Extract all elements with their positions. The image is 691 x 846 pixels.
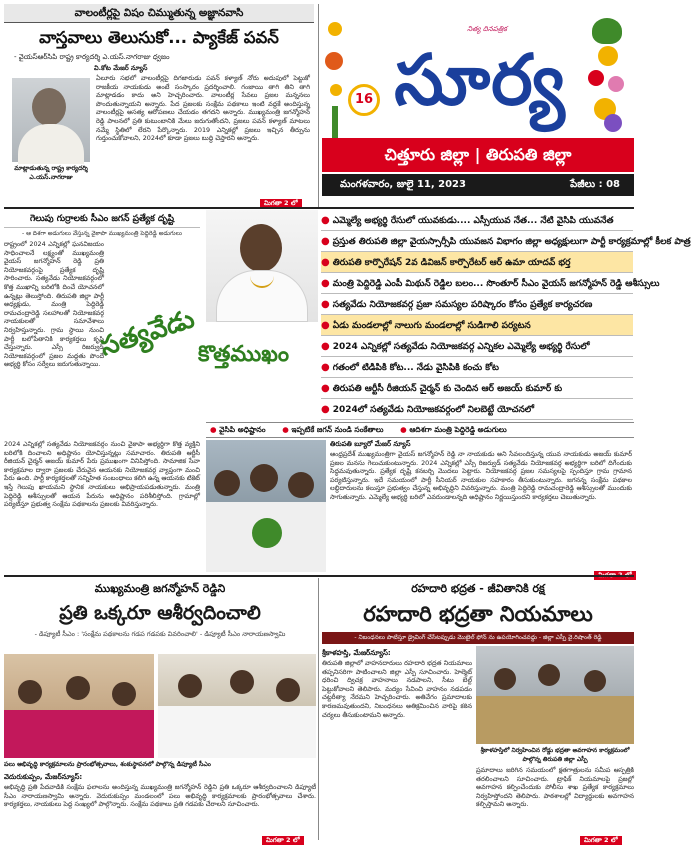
story4-body-2: ప్రమాదాలు జరిగిన సమయంలో క్షతగాత్రులను సమీప ఆస్పత్రికి తరలించాలని సూచించారు. ట్రాఫిక్ నియమాలపై ప్రజల్లో అవగాహన కల్పించేందుకు పోలీసు శాఖ ప్రత్యేక కార్యక్రమాలు నిర్వహిస్తోందని తెలిపారు. పాఠశాలల్లో విద్యార్థులకు అవగాహన కల్పిస్తామని అన్నారు. [476, 766, 634, 809]
story3-headline: ప్రతి ఒక్కరూ ఆశీర్వదించాలి [59, 602, 261, 624]
person-shape [66, 676, 90, 700]
lead-subhead: - ఆ దిశగా అడుగులు వేస్తున్న వైకాపా ముఖ్యమంత్రి పెద్దిరెడ్డి అడుగులు [22, 230, 182, 237]
story4 [322, 580, 634, 844]
portrait-head-shape [240, 224, 282, 272]
lead-dateline: తిరుపతి బ్యూరో మేజర్ న్యూస్ [330, 440, 411, 448]
lead-bullet: ● సత్యవేడు నియోజకవర్గ ప్రజా సమస్యల పరిష్కారం కోసం ప్రత్యేక కార్యచరణ [321, 294, 633, 315]
anniversary-number: 16 [354, 92, 374, 107]
footer-item: ● వైసిపి అధిష్టానం [210, 425, 266, 434]
lead-body-right: ఆంధ్రప్రదేశ్ ముఖ్యమంత్రిగా వైయస్ జగన్మోహన్ రెడ్డి నా నాయకుడు అని సేవలందిస్తున్న యువ నాయకుడు అజయ్ కుమార్ ప్రజల మనసు గెలుచుకుంటున్నారు. 2024 ఎన్నికల్లో ఎస్సీ రిజర్వుడ్ సత్యవేడు నియోజకవర్గ అభ్యర్థిగా బరిలో దిగేందుకు సిద్ధమవుతున్నారు. ప్రత్యేక దృష్టి కనబర్చి మొదలు పెట్టారు. నియోజకవర్గ ప్రజల సమస్యలపై స్పందిస్తూ గ్రామ గ్రామాన పర్యటిస్తున్నారు. ఇదే సమయంలో పార్టీ సీనియర్ నాయకుల సహకారం తీసుకుంటున్నారు. జగనన్న సంక్షేమ పథకాల లబ్ధిదారులను కలుస్తూ ప్రభుత్వం చేస్తున్న అభివృద్ధిని వివరిస్తున్నారు. మంత్రి పెద్దిరెడ్డి రామచంద్రారెడ్డి ఆశీస్సులతో ముందుకు సాగుతున్నారు. ఎమ్మెల్యే అభ్యర్థి బరిలో ఎవరుండాలన్నది అధిష్టానం నిర్ణయిస్తుందని కార్యకర్తలు చెబుతున్నారు. [330, 450, 632, 501]
person-silhouette-icon [32, 88, 66, 126]
story1-continued-tag[interactable]: మిగతా 2 లో [260, 199, 302, 208]
story3-continued[interactable] [262, 827, 304, 846]
story4-dateline: శ్రీకాళహస్తి, మేజర్‌న్యూస్: [322, 649, 391, 657]
footer-item: ● ఆదిశగా మంత్రి పెద్దిరెడ్డి అడుగులు [400, 425, 507, 434]
lead-bullet: ● తిరుపతి కార్పొరేషన్ 2వ డివిజన్ కార్పొరేటర్ ఆర్ ఉమా యాదవ్ భర్త [321, 252, 633, 273]
saree-shape [4, 710, 154, 758]
story3 [4, 580, 316, 844]
lead-bullet: ● గతంలో టిడిపికి కోట... నేడు వైసిపికి కంచు కోట [321, 357, 633, 378]
uniform-shape [476, 696, 634, 744]
person-shape [112, 682, 136, 706]
rule-vertical-top [318, 4, 319, 207]
masthead [322, 4, 634, 205]
story4-continued[interactable] [580, 827, 622, 846]
person-shape [214, 470, 240, 496]
rule-middle [4, 575, 634, 577]
person-shape [276, 678, 300, 702]
footer-item: ● ఇప్పటికే జగన్ నుండి సంకేతాలు [282, 425, 384, 434]
lead-bullet: ● 2024 ఎన్నికల్లో సత్యవేడు నియోజకవర్గ ఎన్నికల ఎమ్మెల్యే అభ్యర్థి రేసులో [321, 336, 633, 357]
story3-subhead: - డిప్యూటీ సీఎం : 'సంక్షేమ పథకాలను గడప గడపకు వివరించాలి' - డిప్యూటీ సీఎం నారాయణస్వామి [34, 630, 286, 638]
story3-photo-left [4, 654, 154, 758]
story4-photo [476, 646, 634, 744]
person-shape [18, 680, 42, 704]
shirt-shape [18, 124, 84, 164]
lead-title-left: సత్యవేడు [96, 303, 199, 363]
flower-decoration-right [584, 18, 630, 138]
story1-dateline: వి.కోట మేజర్ న్యూస్ [94, 64, 148, 72]
story1-subhead: - వైయస్‌ఆర్‌సిపి రాష్ట్ర కార్యదర్శి ఎ.యస్.నాగరాజు ధ్వజం [14, 53, 170, 61]
page-count: పేజీలు : 08 [570, 179, 620, 190]
story1-photo [12, 78, 90, 162]
person-shape [494, 668, 516, 690]
lead-body-left: రాష్ట్రంలో 2024 ఎన్నికల్లో ఘనవిజయం సాధించాలనే లక్ష్యంతో ముఖ్యమంత్రి వైయస్ జగన్మోహన్ రెడ్డి ప్రతి నియోజకవర్గంపై ప్రత్యేక దృష్టి సారించారు. సత్యవేడు నియోజకవర్గంలో కొత్త ముఖాన్ని బరిలోకి దించే యోచనలో ఉన్నట్లు తెలుస్తోంది. తిరుపతి జిల్లా పార్టీ అధ్యక్షుడు, మంత్రి పెద్దిరెడ్డి రామచంద్రారెడ్డి సలహాలతో నియోజకవర్గ నాయకులతో సమావేశాలు నిర్వహిస్తున్నారు. గ్రామ స్థాయి నుంచి పార్టీ బలోపేతానికి కార్యకర్తలు కృషి చేస్తున్నారు. ఎస్సీ రిజర్వుడ్ నియోజకవర్గంలో ప్రజల మద్దతు పొందే అభ్యర్థి కోసం సర్వేలు జరుగుతున్నాయి. [4, 240, 104, 369]
bouquet-shape [252, 518, 282, 548]
rule-vertical-bottom [318, 578, 319, 840]
masthead-editions: చిత్తూరు జిల్లా | తిరుపతి జిల్లా [322, 138, 634, 172]
lead-bullet: ● ఏడు మండలాల్లో నాలుగు మండలాల్లో సుడిగాలి పర్యటన [321, 315, 633, 336]
story4-kicker: రహదారి భద్రత - జీవితానికి రక్ష [411, 582, 545, 595]
issue-date: మంగళవారం, జులై 11, 2023 [340, 179, 466, 190]
story4-caption: శ్రీకాళహస్తిలో నిర్వహించిన రోడ్డు భద్రతా అవగాహన కార్యక్రమంలో పాల్గొన్న తిరుపతి జిల్లా ఎస్పీ [480, 747, 630, 763]
story4-body: తిరుపతి జిల్లాలో వాహనదారులు రహదారి భద్రత నియమాలు తప్పనిసరిగా పాటించాలని జిల్లా ఎస్పీ సూచించారు. హెల్మెట్ ధరించి ద్విచక్ర వాహనాలు నడపాలని, సీటు బెల్ట్ పెట్టుకోవాలని తెలిపారు. మద్యం సేవించి వాహనం నడపడం చట్టరీత్యా నేరమని హెచ్చరించారు. అతివేగం ప్రమాదాలకు కారణమవుతుందని, నిబంధనలు అతిక్రమించిన వారిపై కఠిన చర్యలు తీసుకుంటామని అన్నారు. [322, 659, 472, 719]
story1 [4, 4, 314, 205]
lead-bullet: ● తిరుపతి ఆర్టీసీ రీజియన్ చైర్మన్ కు చెందిన ఆర్ అజయ్ కుమార్ కు [321, 378, 633, 399]
lead-group-photo [206, 440, 326, 572]
story3-dateline: వెదురుకుప్పం, మేజర్‌న్యూస్: [4, 773, 83, 781]
story3-photo-right [158, 654, 316, 758]
story3-continued-tag[interactable]: మిగతా 2 లో [262, 836, 304, 845]
lead-continued[interactable] [594, 562, 636, 581]
masthead-tagline: నిత్య దినపత్రిక [467, 25, 507, 33]
person-shape [288, 472, 314, 498]
lead-body-bottom: 2024 ఎన్నికల్లో సత్యవేడు నియోజకవర్గం నుంచి వైకాపా అభ్యర్థిగా కొత్త వ్యక్తిని బరిలోకి దించాలని అధిష్టానం యోచిస్తున్నట్లు సమాచారం. తిరుపతి ఆర్టీసీ రీజియన్ చైర్మన్ అజయ్ కుమార్ పేరు ప్రముఖంగా వినిపిస్తోంది. సామాజిక సేవా కార్యక్రమాల ద్వారా ప్రజలకు చేరువైన ఆయనకు నియోజకవర్గ వ్యాప్తంగా మంచి పేరు ఉంది. పార్టీ కార్యకర్తలతో సన్నిహిత సంబంధాలు కలిగి ఉన్న ఆయనకు టికెట్ ఇస్తే గెలుపు ఖాయమని స్థానిక నాయకులు అభిప్రాయపడుతున్నారు. మంత్రి పెద్దిరెడ్డి ఆశీస్సులతో ఆయన పేరును అధిష్టానం పరిశీలిస్తోంది. గ్రామాల్లో పర్యటిస్తూ ప్రభుత్వ సంక్షేమ పథకాలను ప్రజలకు వివరిస్తున్నారు. [4, 440, 200, 509]
person-shape [538, 664, 560, 686]
flower-decoration-left [324, 22, 346, 142]
lead-bullet: ● ప్రస్తుత తిరుపతి జిల్లా వైయస్సార్సీపి యువజన విభాగం జిల్లా అధ్యక్షులుగా పార్టీ కార్యక్రమాల్లో కీలక పాత్ర [321, 231, 633, 252]
person-shape [230, 670, 254, 694]
lead-footer-strip [206, 422, 634, 438]
story3-caption: పలు అభివృద్ధి కార్యక్రమాలను ప్రారంభోత్సవాలు, శంకుస్థాపనలో పాల్గొన్న డిప్యూటీ సీఎం [4, 761, 211, 768]
story3-body: అభివృద్ధి ప్రతి పేదవాడికి సంక్షేమ ఫలాలను అందిస్తున్న ముఖ్యమంత్రి జగన్మోహన్ రెడ్డిని ప్రతి ఒక్కరూ ఆశీర్వదించాలని డిప్యూటీ సీఎం నారాయణస్వామి అన్నారు. వెదురుకుప్పం మండలంలో పలు అభివృద్ధి కార్యక్రమాలకు ప్రారంభోత్సవాలు చేశారు. కార్యకర్తలు, నాయకులు పెద్ద సంఖ్యలో పాల్గొన్నారు. సంక్షేమ పథకాలు ప్రతి గడపకు చేరాలని సూచించారు. [4, 783, 316, 809]
story3-kicker: ముఖ్యమంత్రి జగన్మోహన్ రెడ్డిని [94, 582, 226, 595]
story1-body: ఏలూరు సభలో వాలంటీర్లపై దిగజారుడు పవన్ కళ్యాణ్ నోరు అదుపులో పెట్టుకో రాజకీయ నాయకుడు అంటే సంస్కారం ప్రదర్శించాలి. గంజాయి తాగి తిని తాగి మాట్లాడడం కాదు అని హెచ్చరించారు. వాలంటీర్ల సేవలు ప్రజల మన్ననలు పొందుతున్నాయని అన్నారు. పేద ప్రజలకు సంక్షేమ పథకాలు ఇంటి వద్దకే అందిస్తున్న వాలంటీర్లపై అసత్య ఆరోపణలు చేయడం తగదని అన్నారు. ముఖ్యమంత్రి జగన్మోహన్ రెడ్డి పాలనలో ప్రతి కుటుంబానికి మేలు జరుగుతోందని, ప్రజలు పవన్ కళ్యాణ్ మాటలు నమ్మే స్థితిలో లేరని పేర్కొన్నారు. 2019 ఎన్నికల్లో ప్రజలు ఇచ్చిన తీర్పును గుర్తుంచుకోవాలని, 2024లో కూడా ప్రజలు బుద్ధి చెప్తారని అన్నారు. [96, 74, 310, 143]
person-shape [178, 674, 202, 698]
story4-continued-tag[interactable]: మిగతా 2 లో [580, 836, 622, 845]
lead-bullet: ● ఎమ్మెల్యే అభ్యర్థి రేసులో యువకుడు.... ఎస్సీయువ నేత... నేటి వైసిపి యువనేత [321, 210, 633, 231]
person-shape [584, 670, 606, 692]
crowd-shape [158, 706, 316, 758]
lead-bullet: ● మంత్రి పెద్దిరెడ్డి ఎంపీ మిథున్ రెడ్డిల బలం... సొంతూర్ సీఎం వైయస్ జగన్మోహన్ రెడ్డి ఆశీస్సులు [321, 273, 633, 294]
lead-kicker: గెలుపు గుర్రాలకు సీఎం జగన్ ప్రత్యేక దృష్టి [4, 210, 200, 228]
story1-caption: మాట్లాడుతున్న రాష్ట్ర కార్యదర్శి ఎ.యస్.నాగరాజు [14, 165, 88, 181]
lead-title-right: కొత్తముఖం [198, 342, 290, 367]
story1-kicker: వాలంటీర్లపై విషం చిమ్ముతున్న అజ్ఞానవాసి [4, 4, 314, 23]
story1-headline: వాస్తవాలు తెలుసుకో... ప్యాకేజ్ పవన్ [39, 28, 279, 47]
person-shape [250, 464, 278, 492]
lead-bullet: ● 2024లో సత్యవేడు నియోజకవర్గంలో నిలబెట్టే యోచనలో [321, 399, 633, 420]
rule-top [4, 207, 634, 209]
masthead-title: సూర్య [394, 39, 566, 121]
story4-headline: రహదారి భద్రతా నియమాలు [363, 602, 593, 626]
story4-subhead: - నిబంధనలు పాటిస్తూ డ్రైవింగ్ చేసేటప్పుడు మొబైల్ ఫోన్ ను ఉపయోగించవద్దు - జిల్లా ఎస్పీ వై.రిషాంత్ రెడ్డి [322, 632, 634, 644]
lead-title [96, 302, 318, 422]
masthead-dateline-bar [322, 174, 634, 196]
